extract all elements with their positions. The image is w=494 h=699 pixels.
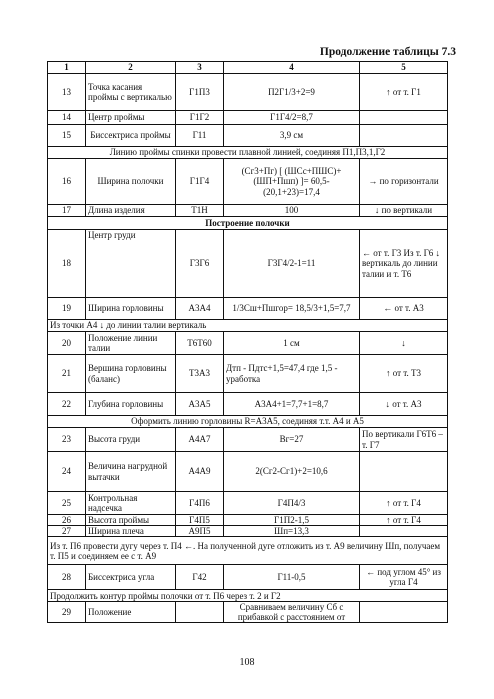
header-cell: 3 [176, 62, 224, 74]
instruction-note: Линию проймы спинки провести плавной линией, соединяя П1,П3,1,Г2 [48, 147, 448, 159]
header-cell: 2 [86, 62, 176, 74]
row-number-cell: 13 [48, 74, 86, 111]
formula-cell: П2Г1/3+2=9 [224, 74, 360, 111]
formula-cell: 1 см [224, 332, 360, 355]
segment-cell: Т3А3 [176, 355, 224, 393]
header-cell: 5 [360, 62, 448, 74]
parameter-name-cell: Ширина плеча [86, 526, 176, 537]
table-caption: Продолжение таблицы 7.3 [319, 46, 456, 58]
parameter-name-cell: Ширина полочки [86, 159, 176, 205]
direction-cell: → по горизонтали [360, 159, 448, 205]
instruction-note: Из точки А4 ↓ до линии талии вертикаль [48, 320, 448, 332]
formula-cell: 1/3Сш+Пшгор= 18,5/3+1,5=7,7 [224, 298, 360, 320]
table-row [48, 205, 448, 217]
formula-cell: Г4П4/3 [224, 492, 360, 515]
formula-cell: А3А4+1=7,7+1=8,7 [224, 393, 360, 416]
table-row [48, 159, 448, 205]
table-row [48, 74, 448, 111]
formula-cell: Г11-0,5 [224, 565, 360, 590]
direction-cell [360, 111, 448, 125]
table-row [48, 355, 448, 393]
note-row [48, 537, 448, 565]
row-number-cell: 15 [48, 125, 86, 147]
segment-cell: Т6Т60 [176, 332, 224, 355]
direction-cell [360, 526, 448, 537]
parameter-name-cell: Центр проймы [86, 111, 176, 125]
formula-cell: Дтп - Пдтс+1,5=47,4 где 1,5 - уработка [224, 355, 360, 393]
page-number: 108 [239, 657, 255, 668]
row-number-cell: 23 [48, 428, 86, 452]
segment-cell: А4А7 [176, 428, 224, 452]
segment-cell: Т1Н [176, 205, 224, 217]
segment-cell: Г4П6 [176, 492, 224, 515]
row-number-cell: 17 [48, 205, 86, 217]
formula-cell: Сравниваем величину Сб с прибавкой с расстоянием от [224, 602, 360, 623]
table-row [48, 111, 448, 125]
table-row [48, 515, 448, 526]
row-number-cell: 18 [48, 230, 86, 298]
segment-cell: Г4П5 [176, 515, 224, 526]
row-number-cell: 27 [48, 526, 86, 537]
parameter-name-cell: Центр груди [86, 230, 176, 298]
direction-cell: ↑ от т. Г4 [360, 492, 448, 515]
segment-cell: Г11 [176, 125, 224, 147]
direction-cell: ← под углом 45° из угла Г4 [360, 565, 448, 590]
formula-cell: Вг=27 [224, 428, 360, 452]
direction-cell: ← от т. А3 [360, 298, 448, 320]
row-number-cell: 24 [48, 452, 86, 492]
parameter-name-cell: Глубина горловины [86, 393, 176, 416]
row-number-cell: 25 [48, 492, 86, 515]
formula-cell: Г3Г4/2-1=11 [224, 230, 360, 298]
formula-cell: 100 [224, 205, 360, 217]
parameter-name-cell: Положение линии талии [86, 332, 176, 355]
row-number-cell: 21 [48, 355, 86, 393]
direction-cell [360, 452, 448, 492]
parameter-name-cell: Высота груди [86, 428, 176, 452]
parameter-name-cell: Положение [86, 602, 176, 623]
parameter-name-cell: Биссектриса проймы [86, 125, 176, 147]
row-number-cell: 16 [48, 159, 86, 205]
parameter-name-cell: Биссектриса угла [86, 565, 176, 590]
instruction-note: Оформить линию горловины R=А3А5, соединяя т.т. А4 и А5 [48, 416, 448, 428]
direction-cell: ↑ от т. Г1 [360, 74, 448, 111]
segment-cell [176, 602, 224, 623]
section-heading-row [48, 217, 448, 230]
table-row [48, 125, 448, 147]
table-row [48, 452, 448, 492]
direction-cell [360, 602, 448, 623]
table-row [48, 332, 448, 355]
table-row [48, 428, 448, 452]
segment-cell: А9П5 [176, 526, 224, 537]
direction-cell: ↓ [360, 332, 448, 355]
parameter-name-cell: Вершина горловины (баланс) [86, 355, 176, 393]
segment-cell: Г42 [176, 565, 224, 590]
parameter-name-cell: Длина изделия [86, 205, 176, 217]
direction-cell: По вертикали Г6Т6 – т. Г7 [360, 428, 448, 452]
direction-cell: ↓ по вертикали [360, 205, 448, 217]
formula-cell: (Сг3+Пг) [ (ШСс+ПШС)+(ШП+Пшп) ]= 60,5-(20,1+23)=17,4 [224, 159, 360, 205]
segment-cell: Г1Г2 [176, 111, 224, 125]
note-row [48, 320, 448, 332]
table-row [48, 492, 448, 515]
table-row [48, 526, 448, 537]
row-number-cell: 29 [48, 602, 86, 623]
segment-cell: Г1Г4 [176, 159, 224, 205]
direction-cell [360, 125, 448, 147]
formula-cell: Г1П2-1,5 [224, 515, 360, 526]
header-cell: 4 [224, 62, 360, 74]
table-row [48, 602, 448, 623]
table-row [48, 393, 448, 416]
direction-cell: ↑ от т. Т3 [360, 355, 448, 393]
parameter-name-cell: Точка касания проймы с вертикалью [86, 74, 176, 111]
row-number-cell: 28 [48, 565, 86, 590]
direction-cell: ← от т. Г3 Из т. Г6 ↓ вертикаль до линии талии и т. Т6 [360, 230, 448, 298]
segment-cell: А3А5 [176, 393, 224, 416]
header-row [48, 62, 448, 74]
segment-cell: А4А9 [176, 452, 224, 492]
formula-cell: 3,9 см [224, 125, 360, 147]
instruction-note: Из т. П6 провести дугу через т. П4 ←. На полученной дуге отложить из т. А9 величину Шп, получаем т. П5 и соединяем ее с т. А9 [48, 537, 448, 565]
table-row [48, 230, 448, 298]
parameter-name-cell: Ширина горловины [86, 298, 176, 320]
parameter-name-cell: Контрольная надсечка [86, 492, 176, 515]
section-heading: Построение полочки [48, 217, 448, 230]
segment-cell: А3А4 [176, 298, 224, 320]
note-row [48, 147, 448, 159]
direction-cell: ↓ от т. А3 [360, 393, 448, 416]
segment-cell: Г3Г6 [176, 230, 224, 298]
instruction-note: Продолжить контур проймы полочки от т. П6 через т. 2 и Г2 [48, 590, 448, 602]
formula-cell: Г1Г4/2=8,7 [224, 111, 360, 125]
row-number-cell: 14 [48, 111, 86, 125]
table-row [48, 298, 448, 320]
direction-cell: ↑ от т. Г4 [360, 515, 448, 526]
parameter-name-cell: Высота проймы [86, 515, 176, 526]
row-number-cell: 20 [48, 332, 86, 355]
note-row [48, 416, 448, 428]
note-row [48, 590, 448, 602]
row-number-cell: 22 [48, 393, 86, 416]
construction-table [47, 61, 448, 623]
row-number-cell: 19 [48, 298, 86, 320]
formula-cell: 2(Сг2-Сг1)+2=10,6 [224, 452, 360, 492]
parameter-name-cell: Величина нагрудной вытачки [86, 452, 176, 492]
formula-cell: Шп=13,3 [224, 526, 360, 537]
header-cell: 1 [48, 62, 86, 74]
segment-cell: Г1П3 [176, 74, 224, 111]
row-number-cell: 26 [48, 515, 86, 526]
table-row [48, 565, 448, 590]
